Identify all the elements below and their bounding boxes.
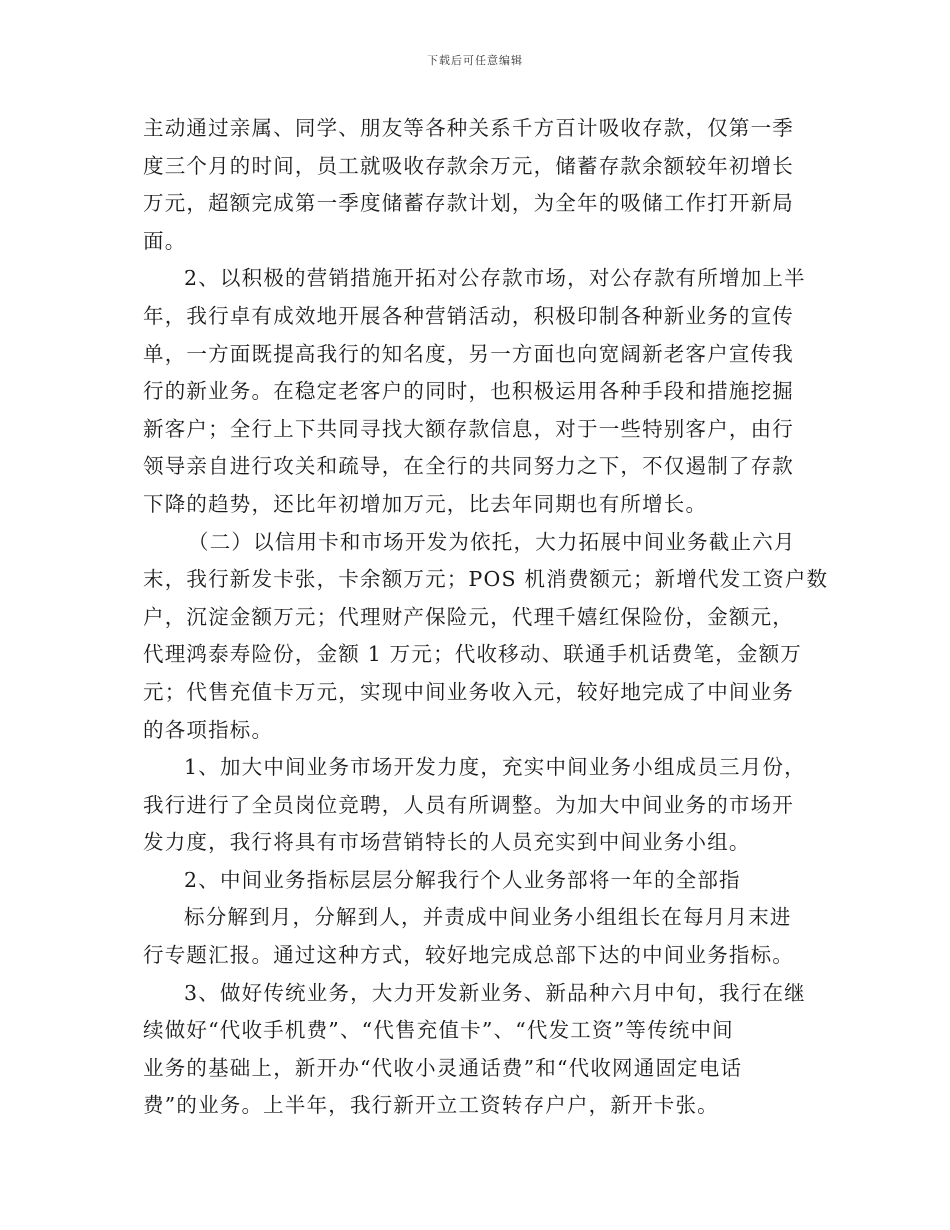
text-line: 代理鸿泰寿险份，金额 1 万元；代收移动、联通手机话费笔，金额万: [143, 642, 802, 667]
text-line: 单，一方面既提高我行的知名度，另一方面也向宽阔新老客户宣传我: [143, 341, 794, 366]
text-line: 末，我行新发卡张，卡余额万元；POS 机消费额元；新增代发工资户数: [143, 567, 829, 592]
text-line: 费”的业务。上半年，我行新开立工资转存户户，新开卡张。: [143, 1093, 719, 1118]
text-line: 1、加大中间业务市场开发力度，充实中间业务小组成员三月份，: [184, 755, 806, 780]
text-line: 度三个月的时间，员工就吸收存款余万元，储蓄存款余额较年初增长: [143, 153, 794, 178]
text-line: 的各项指标。: [143, 717, 274, 742]
text-line: 2、中间业务指标层层分解我行个人业务部将一年的全部指: [184, 867, 741, 892]
text-line: 年，我行卓有成效地开展各种营销活动，积极印制各种新业务的宣传: [143, 303, 794, 328]
text-line: 标分解到月，分解到人，并责成中间业务小组组长在每月月末进: [184, 905, 792, 930]
text-line: 续做好“代收手机费”、“代售充值卡”、“代发工资”等传统中间: [143, 1018, 734, 1043]
page-header: 下载后可任意编辑: [427, 54, 523, 67]
text-line: 业务的基础上，新开办“代收小灵通话费”和“代收网通固定电话: [143, 1055, 743, 1080]
text-line: （二）以信用卡和市场开发为依托，大力拓展中间业务截止六月: [188, 529, 796, 554]
text-line: 下降的趋势，还比年初增加万元，比去年同期也有所增长。: [143, 491, 708, 516]
document-body: [143, 110, 829, 1125]
text-line: 我行进行了全员岗位竞聘，人员有所调整。为加大中间业务的市场开: [143, 792, 794, 817]
text-line: 发力度，我行将具有市场营销特长的人员充实到中间业务小组。: [143, 830, 751, 855]
text-line: 新客户；全行上下共同寻找大额存款信息，对于一些特别客户，由行: [143, 416, 794, 441]
text-line: 面。: [143, 228, 187, 253]
text-line: 行的新业务。在稳定老客户的同时，也积极运用各种手段和措施挖掘: [143, 379, 794, 404]
text-line: 3、做好传统业务，大力开发新业务、新品种六月中旬，我行在继: [184, 980, 806, 1005]
text-line: 万元，超额完成第一季度储蓄存款计划，为全年的吸储工作打开新局: [143, 191, 794, 216]
text-line: 户，沉淀金额万元；代理财产保险元，代理千嬉红保险份，金额元，: [143, 604, 794, 629]
text-line: 2、以积极的营销措施开拓对公存款市场，对公存款有所增加上半: [184, 266, 806, 291]
text-line: 元；代售充值卡万元，实现中间业务收入元，较好地完成了中间业务: [143, 679, 794, 704]
text-line: 领导亲自进行攻关和疏导，在全行的共同努力之下，不仅遏制了存款: [143, 454, 794, 479]
text-line: 主动通过亲属、同学、朋友等各种关系千方百计吸收存款，仅第一季: [143, 116, 794, 140]
text-line: 行专题汇报。通过这种方式，较好地完成总部下达的中间业务指标。: [143, 943, 794, 968]
